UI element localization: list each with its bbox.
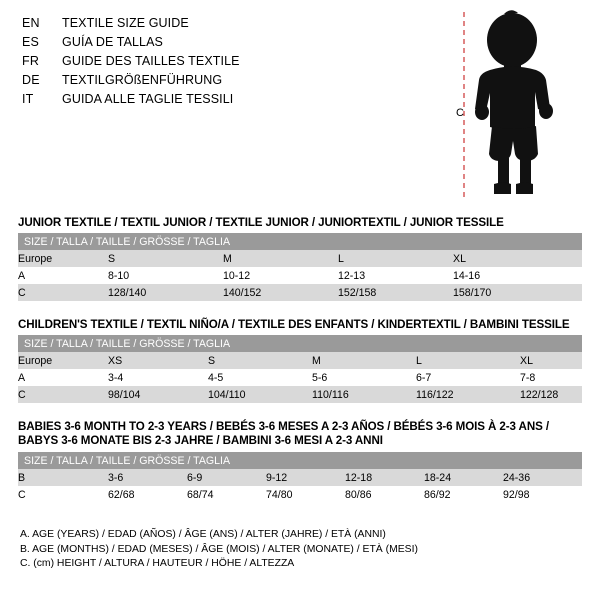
section-title [18, 420, 582, 448]
section-babies [18, 420, 582, 503]
cell: 86/92 [424, 486, 503, 503]
cell: 98/104 [108, 386, 208, 403]
section-title: CHILDREN'S TEXTILE / TEXTIL NIÑO/A / TEXTILE DES ENFANTS / KINDERTEXTIL / BAMBINI TESSILE [18, 318, 570, 331]
cell: XL [453, 250, 582, 267]
language-code: EN [22, 16, 40, 30]
cell: 10-12 [223, 267, 338, 284]
cell: 18-24 [424, 469, 503, 486]
size-table-junior [18, 233, 582, 301]
language-title-block [22, 14, 442, 109]
size-table-babies [18, 452, 582, 503]
row-label: Europe [18, 250, 108, 267]
row-label: C [18, 386, 108, 403]
cell: 5-6 [312, 369, 416, 386]
row-label: A [18, 369, 108, 386]
cell: S [108, 250, 223, 267]
language-code: ES [22, 35, 40, 49]
cell: 104/110 [208, 386, 312, 403]
cell: 62/68 [108, 486, 187, 503]
language-title: GUÍA DE TALLAS [62, 35, 163, 49]
language-code: FR [22, 54, 40, 68]
language-code: DE [22, 73, 40, 87]
row-label: C [18, 284, 108, 301]
table-header-row [18, 233, 582, 250]
language-title: TEXTILE SIZE GUIDE [62, 16, 189, 30]
cell: 6-9 [187, 469, 266, 486]
cell: 122/128 [520, 386, 582, 403]
cell: 74/80 [266, 486, 345, 503]
cell: 7-8 [520, 369, 582, 386]
cell: 128/140 [108, 284, 223, 301]
legend-block [20, 528, 580, 572]
cell: 12-13 [338, 267, 453, 284]
table-header-label: SIZE / TALLA / TAILLE / GRÖSSE / TAGLIA [18, 233, 582, 250]
section-title-line1: BABIES 3-6 MONTH TO 2-3 YEARS / BEBÉS 3-6 MESES A 2-3 AÑOS / BÉBÉS 3-6 MOIS À 2-3 ANS / [18, 420, 549, 433]
language-row [22, 33, 442, 52]
row-label: B [18, 469, 108, 486]
cell: 140/152 [223, 284, 338, 301]
cell: 6-7 [416, 369, 520, 386]
table-header-label: SIZE / TALLA / TAILLE / GRÖSSE / TAGLIA [18, 452, 582, 469]
row-label: Europe [18, 352, 108, 369]
section-junior [18, 216, 582, 301]
cell: L [416, 352, 520, 369]
language-title: GUIDA ALLE TAGLIE TESSILI [62, 92, 234, 106]
section-title: JUNIOR TEXTILE / TEXTIL JUNIOR / TEXTILE JUNIOR / JUNIORTEXTIL / JUNIOR TESSILE [18, 216, 504, 229]
cell: 12-18 [345, 469, 424, 486]
cell: S [208, 352, 312, 369]
table-row [18, 352, 582, 369]
table-row [18, 486, 582, 503]
table-row [18, 386, 582, 403]
language-title: TEXTILGRÖßENFÜHRUNG [62, 73, 223, 87]
table-row [18, 469, 582, 486]
cell: 116/122 [416, 386, 520, 403]
cell: 3-6 [108, 469, 187, 486]
table-row [18, 250, 582, 267]
row-label: C [18, 486, 108, 503]
cell: 158/170 [453, 284, 582, 301]
language-row [22, 52, 442, 71]
size-table-children [18, 335, 582, 403]
table-header-row [18, 335, 582, 352]
table-header-label: SIZE / TALLA / TAILLE / GRÖSSE / TAGLIA [18, 335, 582, 352]
legend-line-c: C. (cm) HEIGHT / ALTURA / HAUTEUR / HÖHE / ALTEZZA [20, 558, 295, 569]
cell: 4-5 [208, 369, 312, 386]
cell: 92/98 [503, 486, 582, 503]
row-label: A [18, 267, 108, 284]
language-row [22, 71, 442, 90]
table-row [18, 267, 582, 284]
height-measure-label: C [456, 107, 464, 119]
cell: 110/116 [312, 386, 416, 403]
cell: M [312, 352, 416, 369]
language-title: GUIDE DES TAILLES TEXTILE [62, 54, 240, 68]
cell: 8-10 [108, 267, 223, 284]
toddler-silhouette-icon [450, 8, 590, 203]
section-children [18, 318, 582, 403]
cell: 68/74 [187, 486, 266, 503]
cell: 80/86 [345, 486, 424, 503]
table-row [18, 369, 582, 386]
cell: 3-4 [108, 369, 208, 386]
section-title-line2: BABYS 3-6 MONATE BIS 2-3 JAHRE / BAMBINI 3-6 MESI A 2-3 ANNI [18, 434, 383, 447]
cell: L [338, 250, 453, 267]
language-code: IT [22, 92, 34, 106]
cell: 9-12 [266, 469, 345, 486]
table-header-row [18, 452, 582, 469]
legend-line-b: B. AGE (MONTHS) / EDAD (MESES) / ÂGE (MOIS) / ALTER (MONATE) / ETÀ (MESI) [20, 543, 418, 555]
table-row [18, 284, 582, 301]
cell: XL [520, 352, 582, 369]
cell: 24-36 [503, 469, 582, 486]
language-row [22, 14, 442, 33]
cell: 14-16 [453, 267, 582, 284]
cell: 152/158 [338, 284, 453, 301]
language-row [22, 90, 442, 109]
legend-line-a: A. AGE (YEARS) / EDAD (AÑOS) / ÂGE (ANS) / ALTER (JAHRE) / ETÀ (ANNI) [20, 529, 386, 540]
cell: M [223, 250, 338, 267]
cell: XS [108, 352, 208, 369]
